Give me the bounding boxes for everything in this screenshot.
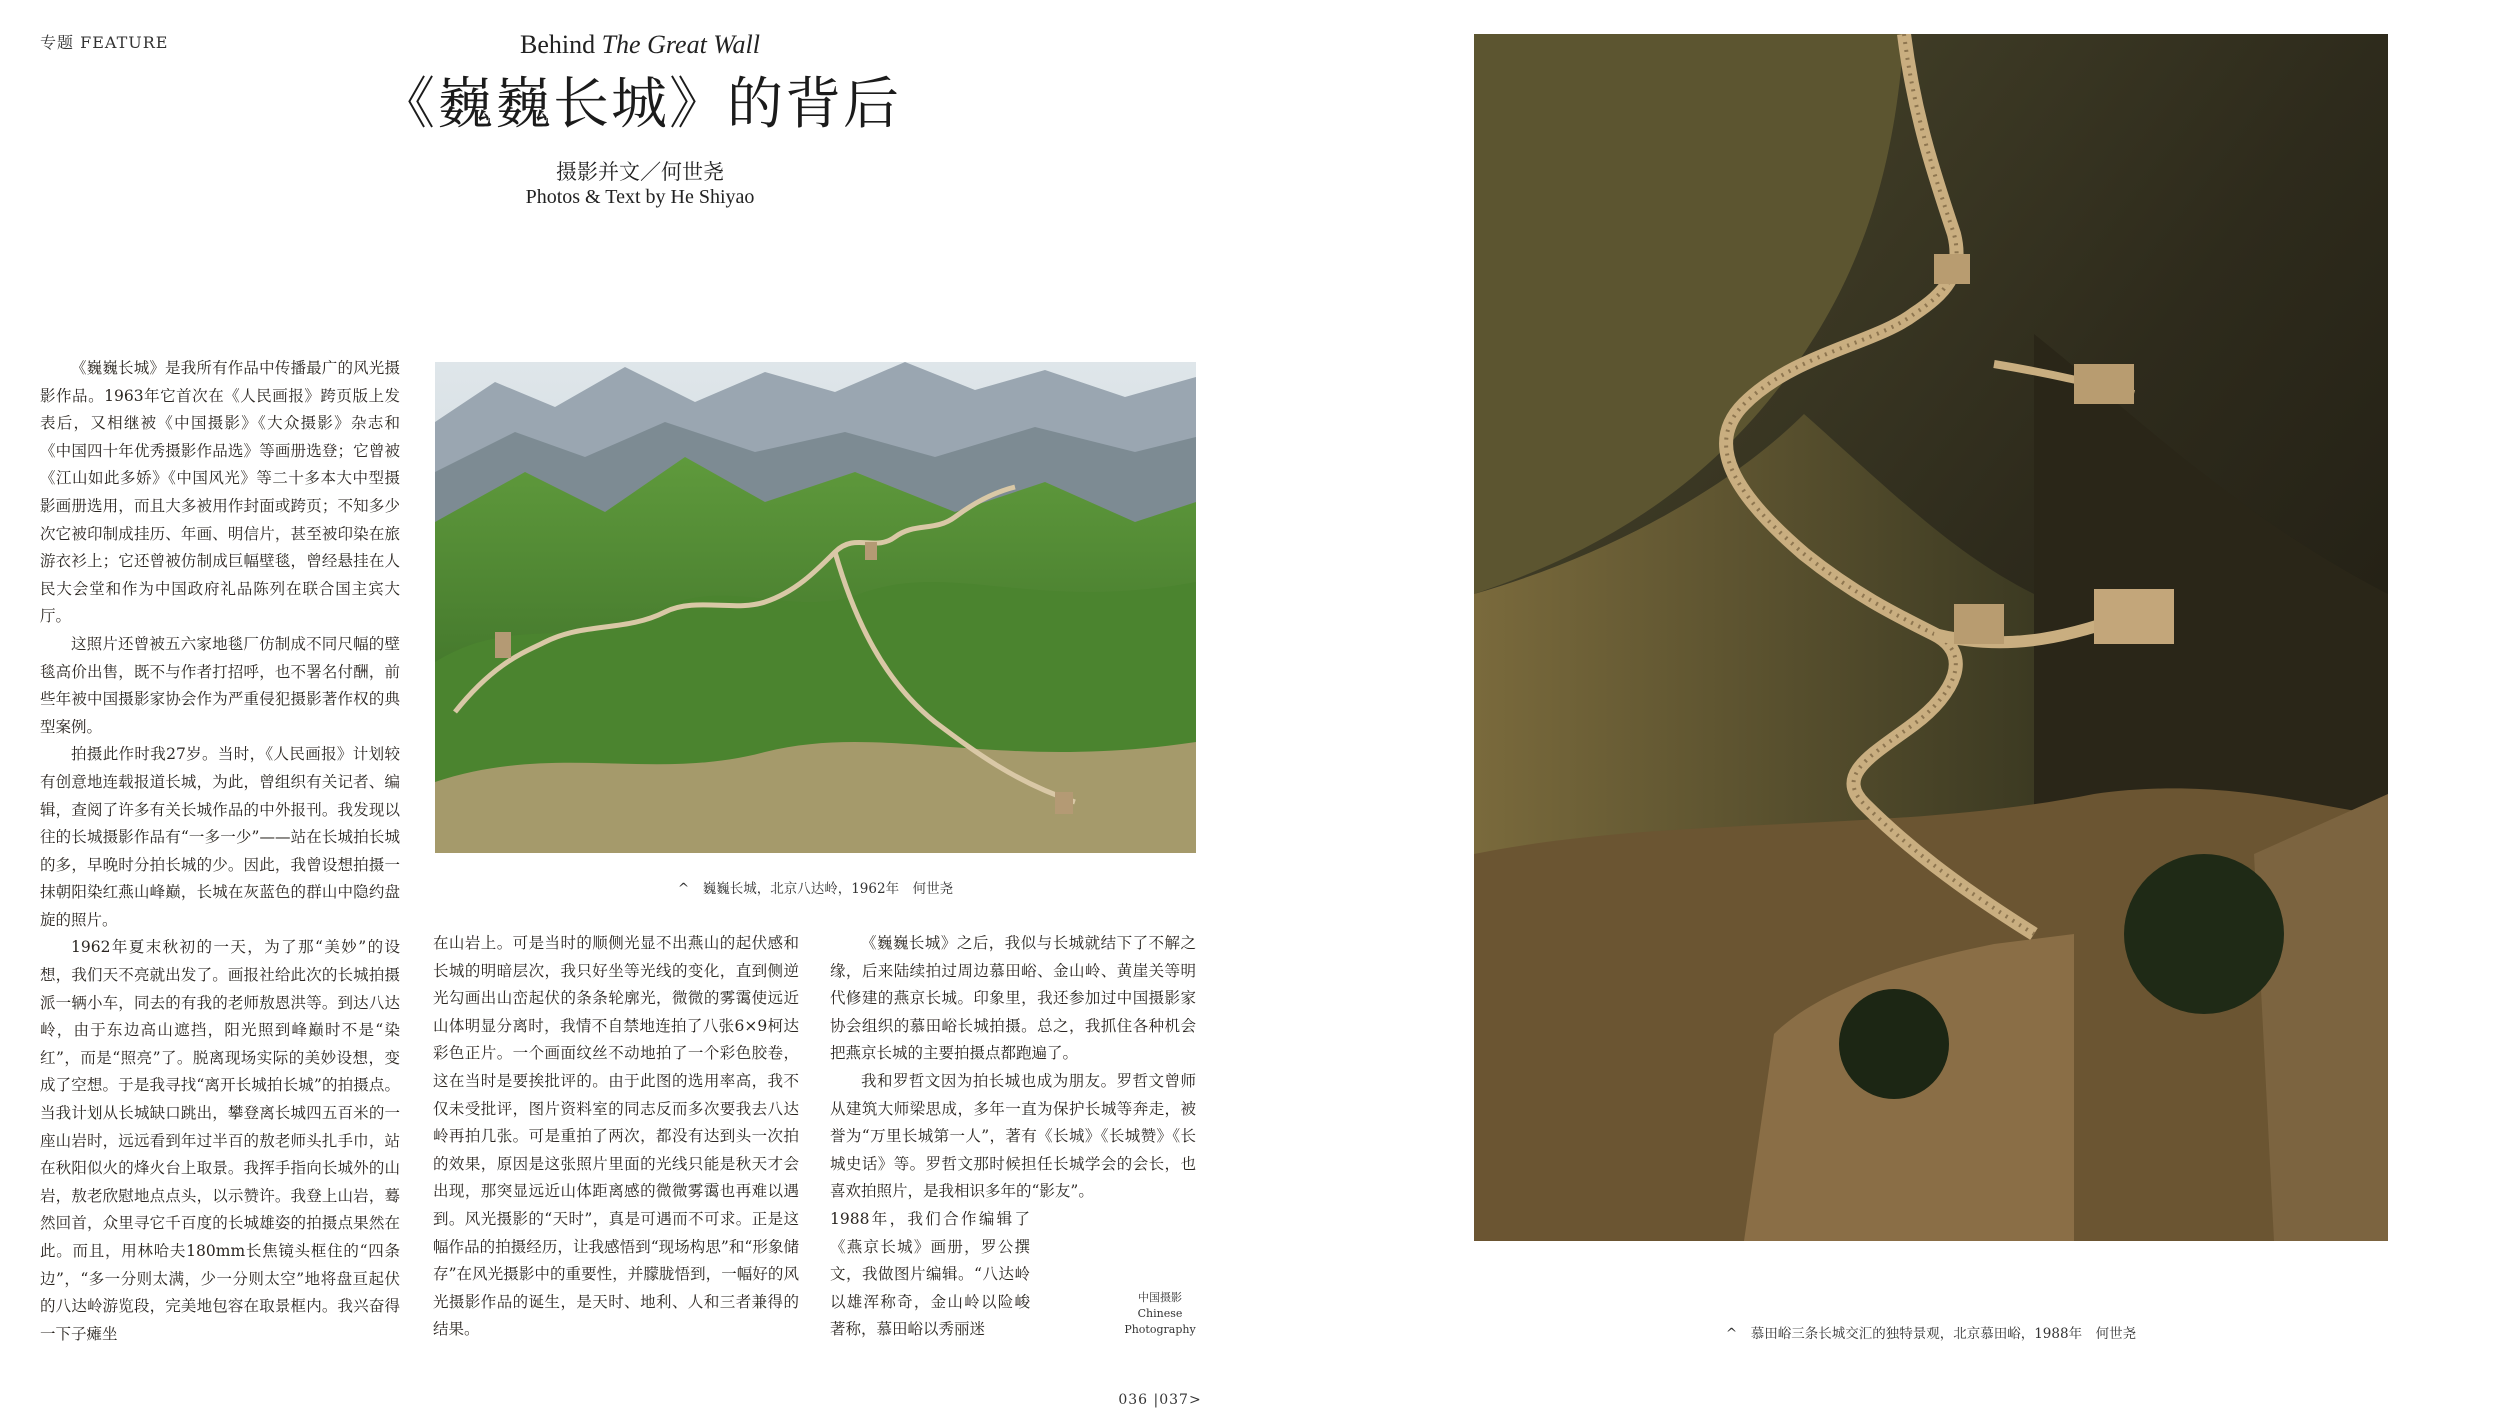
paragraph-4-continued: 在山岩上。可是当时的顺侧光显不出燕山的起伏感和长城的明暗层次，我只好坐等光线的变化，直到侧逆光勾画出山峦起伏的条条轮廓光，微微的雾霭使远近山体明显分离时，我情不自禁地连拍了八张6×9柯达彩色正片。一个画面纹丝不动地拍了一个彩色胶卷，这在当时是要挨批评的。由于此图的选用率高，我不仅未受批评，图片资料室的同志反而多次要我去八达岭再拍几张。可是重拍了两次，都没有达到头一次拍的效果，原因是这张照片里面的光线只能是秋天才会出现，那突显远近山体距离感的微微雾霭也再难以遇到。风光摄影的“天时”，真是可遇而不可求。正是这幅作品的拍摄经历，让我感悟到“现场构思”和“形象储存”在风光摄影中的重要性，并朦胧悟到，一幅好的风光摄影作品的诞生，是天时、地利、人和三者兼得的结果。 (433, 934, 799, 1339)
article-title-english (440, 30, 840, 60)
magazine-name-cn: 中国摄影 (1138, 1291, 1182, 1304)
article-column-2 (433, 930, 799, 1345)
article-title-chinese: 《巍巍长城》的背后 (379, 72, 901, 137)
section-label-cn: 专题 (40, 33, 75, 52)
article-column-1 (40, 355, 400, 1345)
article-column-3 (830, 930, 1196, 1345)
paragraph-5: 《巍巍长城》之后，我似与长城就结下了不解之缘，后来陆续拍过周边慕田峪、金山岭、黄崖关等明代修建的燕京长城。印象里，我还参加过中国摄影家协会组织的慕田峪长城拍摄。总之，我抓住各种机会把燕京长城的主要拍摄点都跑遍了。 (830, 934, 1196, 1063)
paragraph-4: 1962年夏末秋初的一天，为了那“美妙”的设想，我们天不亮就出发了。画报社给此次的长城拍摄派一辆小车，同去的有我的老师敖恩洪等。到达八达岭，由于东边高山遮挡，阳光照到峰巅时不是“染红”，而是“照亮”了。脱离现场实际的美妙设想，变成了空想。于是我寻找“离开长城拍长城”的拍摄点。当我计划从长城缺口跳出，攀登离长城四五百米的一座山岩时，远远看到年过半百的敖老师头扎手巾，站在秋阳似火的烽火台上取景。我挥手指向长城外的山岩，敖老欣慰地点点头，以示赞许。我登上山岩，蓦然回首，众里寻它千百度的长城雄姿的拍摄点果然在此。而且，用林哈夫180mm长焦镜头框住的“四条边”，“多一分则太满，少一分则太空”地将盘亘起伏的八达岭游览段，完美地包容在取景框内。我兴奋得一下子瘫坐 (40, 938, 400, 1343)
photo-mutianyu-great-wall (1474, 34, 2388, 1241)
paragraph-6-continued: 1988年，我们合作编辑了《燕京长城》画册，罗公撰文，我做图片编辑。“八达岭以雄浑称奇，金山岭以险峻著称，慕田峪以秀丽迷 (830, 1209, 1030, 1339)
page-numbers: 036 |037> (1118, 1392, 1202, 1408)
title-en-italic: The Great Wall (601, 30, 761, 59)
paragraph-2: 这照片还曾被五六家地毯厂仿制成不同尺幅的壁毯高价出售，既不与作者打招呼，也不署名付酬，前些年被中国摄影家协会作为严重侵犯摄影著作权的典型案例。 (40, 634, 400, 736)
magazine-name-en-1: Chinese (1137, 1307, 1183, 1320)
photo-caption-1: ^ 巍巍长城，北京八达岭，1962年 何世尧 (677, 881, 954, 897)
magazine-logo (1120, 1290, 1200, 1338)
paragraph-1: 《巍巍长城》是我所有作品中传播最广的风光摄影作品。1963年它首次在《人民画报》跨页版上发表后，又相继被《中国摄影》《大众摄影》杂志和《中国四十年优秀摄影作品选》等画册选登；它曾被《江山如此多娇》《中国风光》等二十多本大中型摄影画册选用，而且大多被用作封面或跨页；不知多少次它被印制成挂历、年画、明信片，甚至被印染在旅游衣衫上；它还曾被仿制成巨幅壁毯，曾经悬挂在人民大会堂和作为中国政府礼品陈列在联合国主宾大厅。 (40, 359, 400, 626)
paragraph-3: 拍摄此作时我27岁。当时，《人民画报》计划较有创意地连载报道长城，为此，曾组织有关记者、编辑，查阅了许多有关长城作品的中外报刊。我发现以往的长城摄影作品有“一多一少”——站在长城拍长城的多，早晚时分拍长城的少。因此，我曾设想拍摄一抹朝阳染红燕山峰巅，长城在灰蓝色的群山中隐约盘旋的照片。 (40, 745, 400, 929)
photo-badaling-great-wall (435, 362, 1196, 853)
title-en-prefix: Behind (519, 30, 602, 59)
section-label-en: FEATURE (80, 33, 169, 52)
section-label (40, 30, 168, 53)
byline-chinese: 摄影并文／何世尧 (556, 160, 724, 184)
photo-caption-2: ^ 慕田峪三条长城交汇的独特景观，北京慕田峪，1988年 何世尧 (1725, 1326, 2137, 1342)
byline-english: Photos & Text by He Shiyao (525, 186, 755, 208)
paragraph-6: 我和罗哲文因为拍长城也成为朋友。罗哲文曾师从建筑大师梁思成，多年一直为保护长城等奔走，被誉为“万里长城第一人”，著有《长城》《长城赞》《长城史话》等。罗哲文那时候担任长城学会的会长，也喜欢拍照片，是我相识多年的“影友”。 (830, 1071, 1196, 1201)
magazine-name-en-2: Photography (1124, 1323, 1196, 1336)
